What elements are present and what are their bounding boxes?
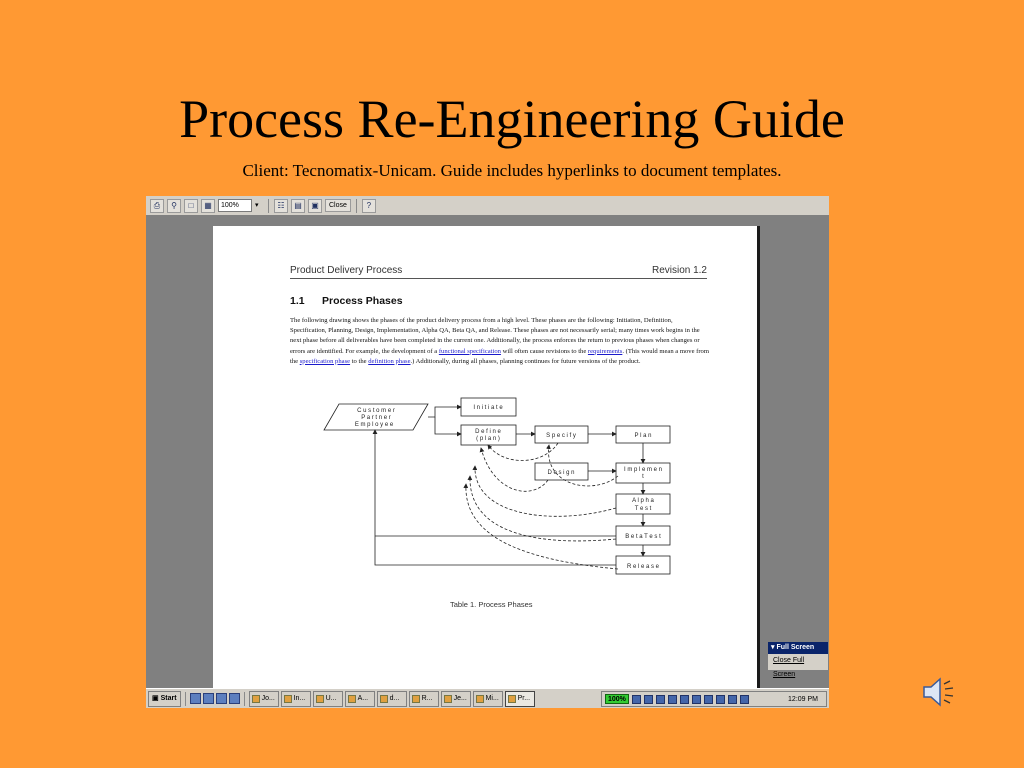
chevron-down-icon[interactable]: ▾ — [255, 202, 259, 209]
paragraph-text: The following drawing shows the phases of the product delivery process from a high level. These phases are the following: Initiation, Definition, Specification, Planning, Design, Implementation, Alpha QA, Beta QA, and Release. These phases are not necessarily serial; many times work begins in the next phase before all deliverables have been completed in the current one. Additionally, the process enforces the return to previous phases when changes or errors are identified. For example, the development of a — [290, 317, 700, 355]
task-button[interactable] — [377, 691, 407, 707]
page-setup-icon[interactable]: ☷ — [274, 199, 288, 213]
start-label: Start — [160, 694, 177, 702]
speaker-icon[interactable] — [920, 672, 960, 712]
task-label: Jo... — [261, 694, 275, 702]
task-label: Mi... — [485, 694, 499, 702]
windows-logo-icon: ▣ — [152, 694, 159, 702]
link-functional-specification[interactable]: functional specification — [438, 347, 501, 355]
fullscreen-icon[interactable]: ▣ — [308, 199, 322, 213]
quicklaunch-channels-icon[interactable] — [216, 693, 227, 704]
define-label-2: ( p l a n ) — [476, 436, 500, 442]
task-label: A... — [357, 694, 369, 702]
task-label: Pr... — [517, 694, 531, 702]
clock[interactable]: 12:09 PM — [788, 695, 818, 703]
taskbar-separator — [185, 692, 186, 706]
app-icon — [444, 695, 452, 703]
tray-icon[interactable] — [692, 695, 701, 704]
tray-icon[interactable] — [728, 695, 737, 704]
implement-label-2: t — [642, 474, 644, 480]
slide-title: Process Re-Engineering Guide — [179, 89, 845, 149]
link-definition-phase[interactable]: definition phase — [368, 357, 411, 365]
toolbar-separator — [356, 199, 357, 213]
paragraph-text: to the — [350, 357, 369, 365]
fullscreen-title-text: Full Screen — [776, 644, 815, 651]
tray-icon[interactable] — [740, 695, 749, 704]
tray-icon[interactable] — [680, 695, 689, 704]
task-label: Je... — [453, 694, 467, 702]
task-label: U... — [325, 694, 337, 702]
header-revision: Revision 1.2 — [651, 265, 707, 276]
printer-icon[interactable]: ⎙ — [150, 199, 164, 213]
tray-icon[interactable] — [668, 695, 677, 704]
task-button[interactable] — [281, 691, 311, 707]
screenshot-window — [146, 196, 829, 708]
initiate-label: I n i t i a t e — [473, 405, 503, 411]
zoom-out-icon[interactable]: ▤ — [291, 199, 305, 213]
link-requirements[interactable]: requirements — [587, 347, 623, 355]
app-icon — [284, 695, 292, 703]
header-title: Product Delivery Process — [290, 265, 403, 276]
taskbar-separator — [244, 692, 245, 706]
section-number: 1.1 — [290, 295, 305, 307]
tray-icon[interactable] — [656, 695, 665, 704]
design-label: D e s i g n — [547, 470, 575, 476]
zoom-select[interactable]: 100% — [218, 199, 252, 212]
task-button[interactable] — [441, 691, 471, 707]
app-icon — [508, 695, 516, 703]
task-label: R... — [421, 694, 433, 702]
start-button[interactable] — [148, 691, 181, 707]
implement-label-1: I m p l e m e n — [623, 467, 663, 473]
define-box — [461, 425, 516, 445]
task-button[interactable] — [313, 691, 343, 707]
tray-icon[interactable] — [644, 695, 653, 704]
app-icon — [252, 695, 260, 703]
taskbar — [146, 688, 829, 708]
battery-indicator[interactable]: 100% — [605, 694, 629, 704]
task-label: In... — [293, 694, 306, 702]
source-label-1: C u s t o m e r — [357, 408, 395, 414]
fullscreen-toolbar — [767, 641, 829, 678]
app-icon — [348, 695, 356, 703]
beta-label: B e t a T e s t — [625, 534, 661, 540]
tray-icon[interactable] — [716, 695, 725, 704]
paragraph-text: will often cause revisions to the — [500, 347, 588, 355]
help-icon[interactable]: ? — [362, 199, 376, 213]
release-feedback-line — [375, 430, 616, 565]
task-button[interactable] — [409, 691, 439, 707]
slide-subtitle: Client: Tecnomatix-Unicam. Guide includes hyperlinks to document templates. — [242, 161, 782, 180]
single-page-icon[interactable]: □ — [184, 199, 198, 213]
split-to-define — [435, 417, 461, 434]
task-button[interactable] — [345, 691, 375, 707]
task-button-active[interactable] — [505, 691, 535, 707]
source-to-split — [428, 407, 461, 417]
section-title: Process Phases — [322, 295, 403, 307]
define-label-1: D e f i n e — [475, 429, 501, 435]
app-icon — [316, 695, 324, 703]
specify-label: S p e c i f y — [546, 433, 576, 439]
paragraph-text: . (This would mean a move from the — [290, 347, 709, 365]
system-tray — [601, 691, 827, 707]
task-button[interactable] — [249, 691, 279, 707]
paragraph-text: .) Additionally, during all phases, planning continues for future versions of the product. — [410, 357, 641, 365]
alpha-label-2: T e s t — [634, 506, 652, 512]
quicklaunch-browser-icon[interactable] — [203, 693, 214, 704]
release-feedback — [466, 484, 618, 569]
task-label: d... — [389, 694, 400, 702]
print-preview-toolbar — [146, 196, 829, 216]
link-specification-phase[interactable]: specification phase — [299, 357, 351, 365]
toolbar-separator — [268, 199, 269, 213]
close-fullscreen-button[interactable]: Close Full Screen — [773, 657, 805, 678]
close-preview-button[interactable]: Close — [325, 199, 351, 212]
process-phases-diagram — [213, 226, 760, 706]
tray-icon[interactable] — [704, 695, 713, 704]
quicklaunch-outlook-icon[interactable] — [229, 693, 240, 704]
app-icon — [476, 695, 484, 703]
quicklaunch-desktop-icon[interactable] — [190, 693, 201, 704]
implement-box — [616, 463, 670, 483]
multi-page-icon[interactable]: ▦ — [201, 199, 215, 213]
document-page — [213, 226, 760, 706]
zoom-icon[interactable]: ⚲ — [167, 199, 181, 213]
task-button[interactable] — [473, 691, 503, 707]
release-label: R e l e a s e — [626, 564, 660, 570]
source-label-2: P a r t n e r — [361, 415, 391, 421]
alpha-label-1: A l p h a — [632, 498, 654, 504]
app-icon — [380, 695, 388, 703]
plan-label: P l a n — [634, 433, 652, 439]
specify-feedback — [488, 443, 558, 461]
source-label-3: E m p l o y e e — [354, 422, 394, 428]
fullscreen-title: ▾ Full Screen — [768, 642, 828, 654]
app-icon — [412, 695, 420, 703]
tray-icon[interactable] — [632, 695, 641, 704]
table-caption: Table 1. Process Phases — [450, 600, 533, 609]
